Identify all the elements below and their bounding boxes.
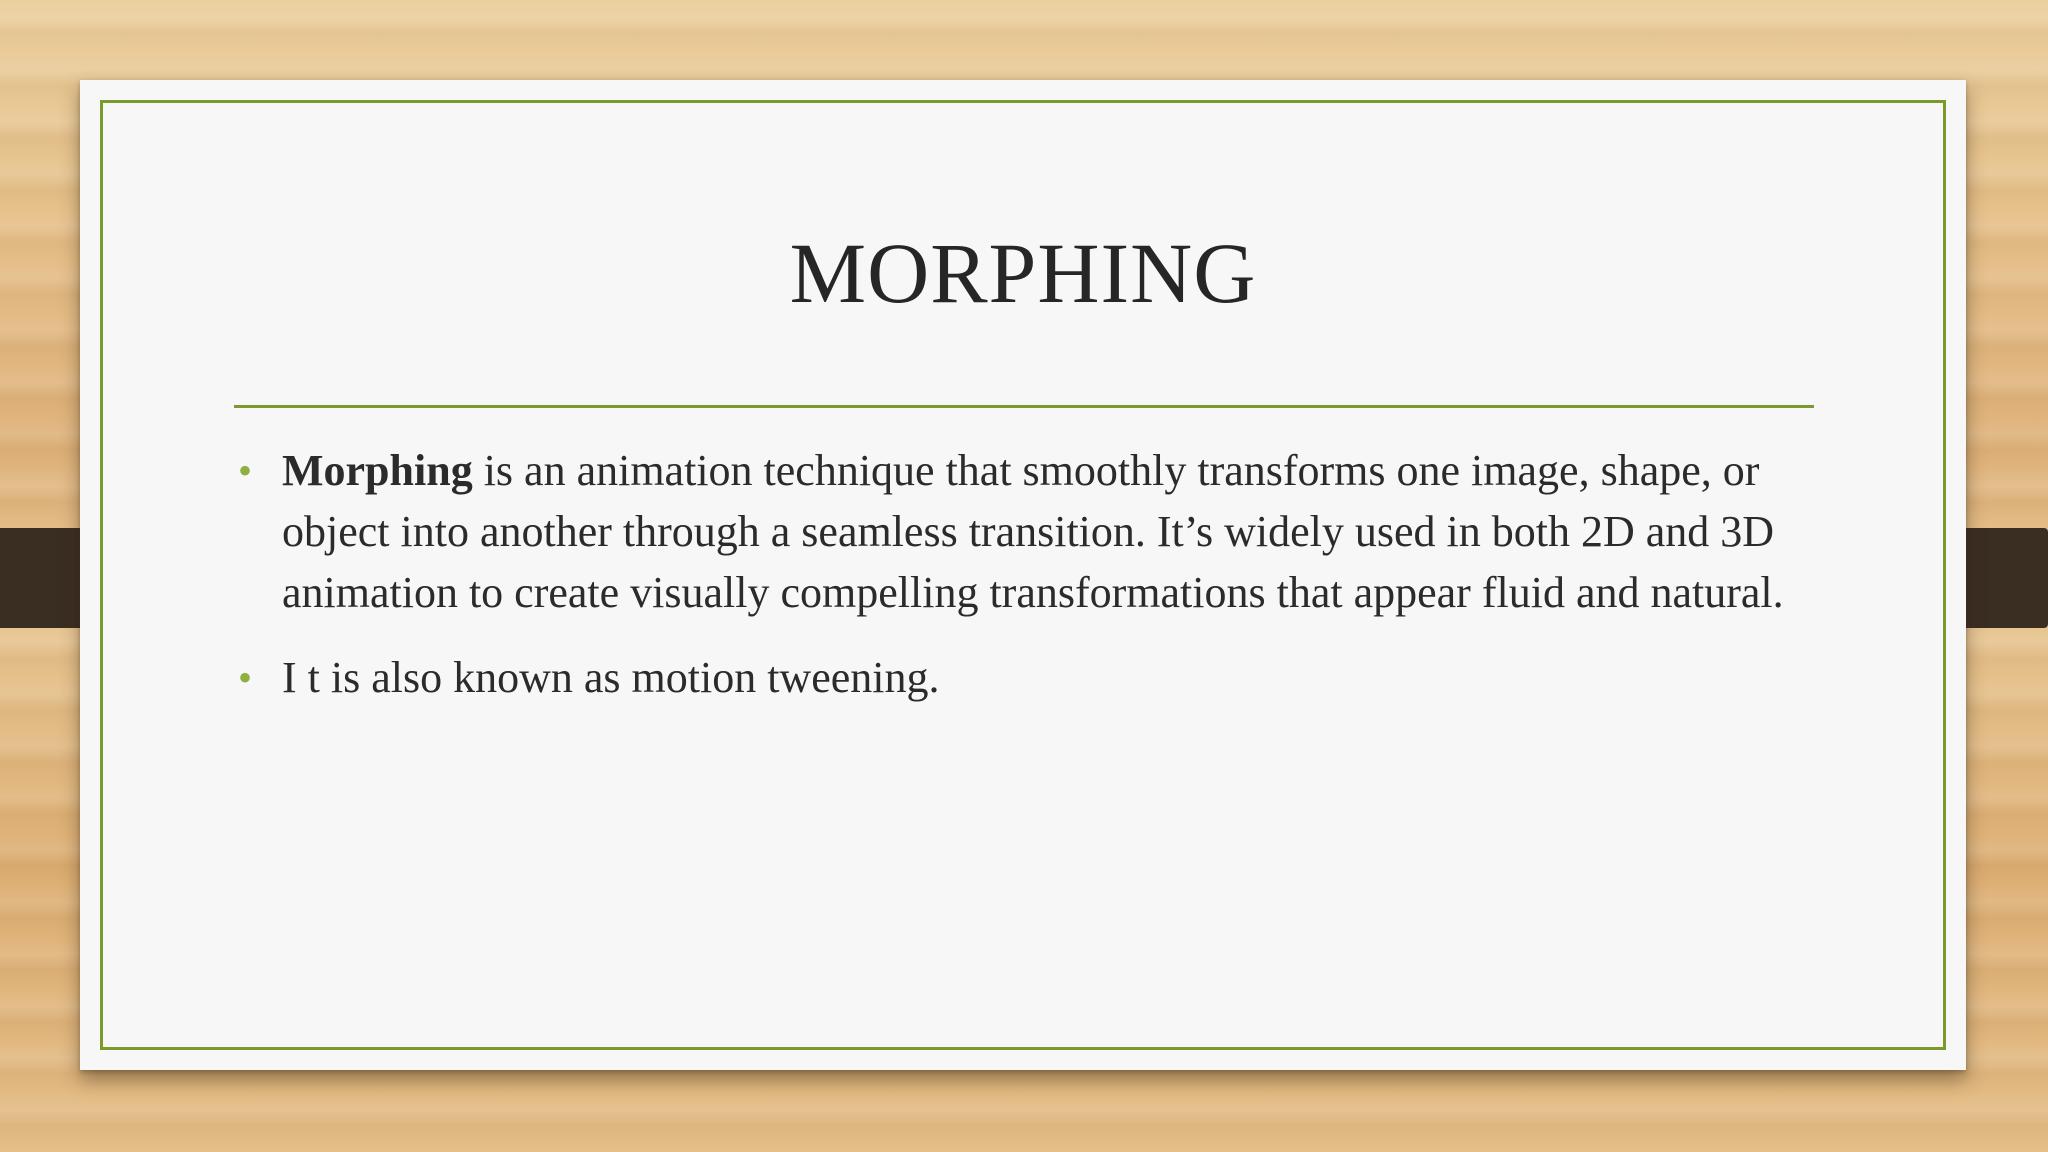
slide-title: MORPHING (789, 225, 1257, 321)
bullet-text: I t is also known as motion tweening. (282, 653, 940, 702)
bullet-item (234, 440, 1834, 623)
bullet-dot-icon: • (238, 655, 253, 700)
bullet-text: is an animation technique that smoothly transforms one image, shape, or object into another through a seamless transition. It’s widely used in both 2D and 3D animation to create visually compelling transformations that appear fluid and natural. (282, 446, 1784, 617)
bullet-list (234, 440, 1834, 732)
bullet-dot-icon: • (238, 448, 253, 493)
slide-card (80, 80, 1966, 1070)
bullet-item (234, 647, 1834, 708)
bullet-bold-term: Morphing (282, 446, 473, 495)
title-divider (234, 405, 1814, 408)
